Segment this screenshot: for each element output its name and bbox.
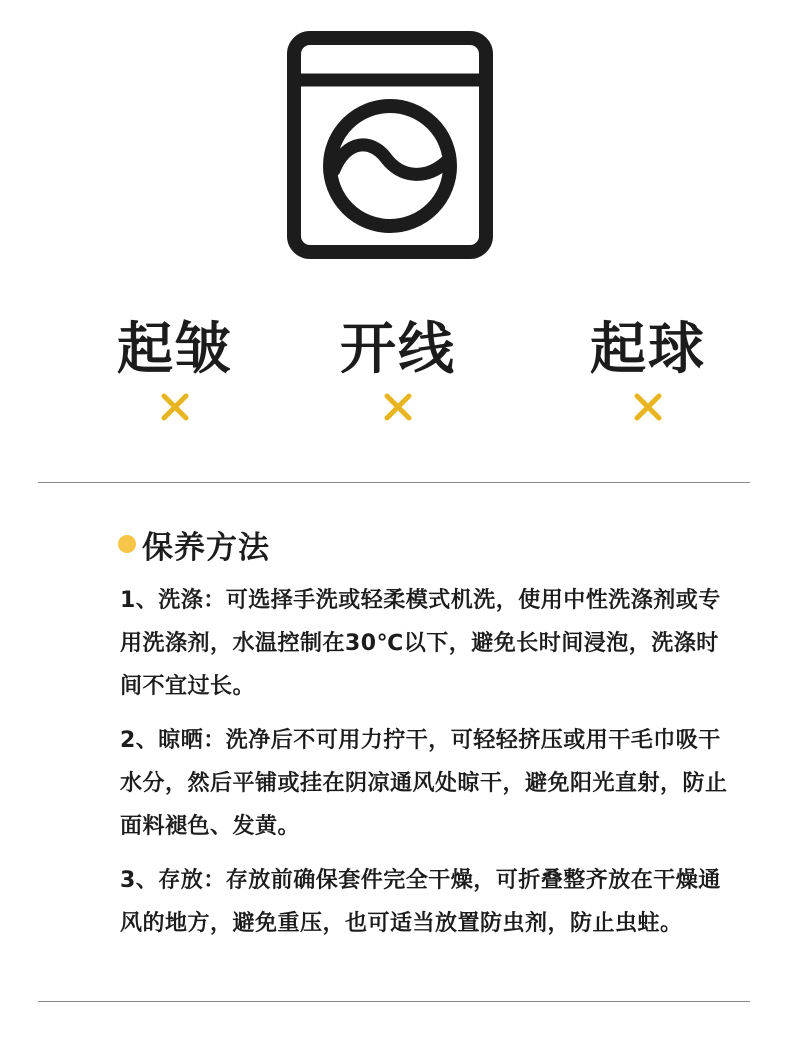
feature-label: 开线: [340, 317, 456, 382]
feature-label: 起皱: [117, 317, 233, 382]
bottom-divider: [38, 1001, 750, 1002]
washing-machine-icon: [286, 30, 494, 260]
feature-list: [0, 318, 790, 438]
care-section-title: [118, 524, 270, 564]
care-item-dry: 2、晾晒：洗净后不可用力拧干，可轻轻挤压或用干毛巾吸干水分，然后平铺或挂在阴凉通风处晾干，避免阳光直射，防止面料褪色、发黄。: [120, 728, 728, 839]
feature-label: 起球: [590, 317, 706, 382]
top-divider: [38, 482, 750, 483]
feature-item: [328, 318, 468, 422]
x-icon: [160, 392, 190, 422]
feature-item: [578, 318, 718, 422]
feature-item: [105, 318, 245, 422]
x-icon: [383, 392, 413, 422]
dot-bullet-icon: [118, 535, 136, 553]
care-item-store: 3、存放：存放前确保套件完全干燥，可折叠整齐放在干燥通风的地方，避免重压，也可适当放置防虫剂，防止虫蛀。: [120, 868, 721, 936]
care-title-text: 保养方法: [142, 529, 270, 566]
care-item-wash: 1、洗涤：可选择手洗或轻柔模式机洗，使用中性洗涤剂或专用洗涤剂，水温控制在30℃以下，避免长时间浸泡，洗涤时间不宜过长。: [120, 588, 721, 699]
x-icon: [633, 392, 663, 422]
